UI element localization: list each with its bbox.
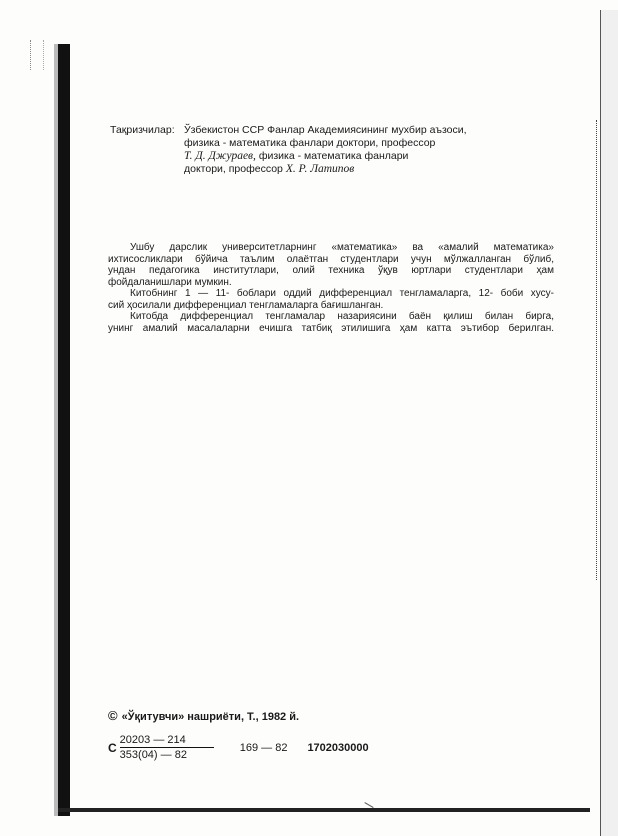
reviewers-label: Тақризчилар: <box>110 124 175 136</box>
reviewers-block <box>110 124 530 176</box>
bottom-edge <box>58 808 590 812</box>
reviewer-line <box>184 163 530 176</box>
reviewer-name: Т. Д. Джураев, <box>184 150 256 162</box>
scan-noise <box>596 120 601 580</box>
reviewer-title: физика - математика фанлари <box>255 150 409 162</box>
annotation-line: Китобнинг 1 — 11- боблари оддий дифференциал тенгламаларга, 12- боби хусу- <box>130 288 554 299</box>
copyright-icon: © <box>108 708 118 723</box>
annotation-line: унинг амалий масалаларни ечишга татбиқ этилишига ҳам катта эътибор берилган. <box>108 322 554 334</box>
reviewer-name: Х. Р. Латипов <box>285 163 355 175</box>
reviewer-line <box>184 150 530 163</box>
annotation-line: Ушбу дарслик университетларнинг «математика» ва «амалий математика» <box>130 242 554 253</box>
index-letter: С <box>108 740 117 755</box>
reviewer-line: Ўзбекистон ССР Фанлар Академиясининг мухбир аъзоси, <box>184 124 467 136</box>
annotation-line: ундан педагогика институтлари, олий техника ўқув юртлари студентлари ҳам <box>108 265 554 276</box>
scan-noise-top <box>30 40 44 70</box>
binding-edge <box>58 44 70 816</box>
fraction-numerator: 20203 — 214 <box>120 734 214 748</box>
book-annotation <box>108 242 554 334</box>
index-fraction <box>120 734 214 761</box>
reviewer-title: доктори, профессор <box>184 163 286 175</box>
index-code: 1702030000 <box>307 741 369 754</box>
annotation-line: сий ҳосилали дифференциал тенгламаларга бағишланган. <box>108 299 384 311</box>
annotation-line: фойдаланишлари мумкин. <box>108 276 232 288</box>
page-right-margin <box>600 10 618 836</box>
reviewer-line: физика - математика фанлари доктори, профессор <box>184 137 436 149</box>
annotation-line: Китобда дифференциал тенгламалар назариясини баён қилиш билан бирга, <box>130 311 554 322</box>
fraction-denominator: 353(04) — 82 <box>119 749 187 761</box>
scan-mark <box>360 802 373 815</box>
copyright-text: «Ўқитувчи» нашриёти, Т., 1982 й. <box>121 711 300 723</box>
copyright-line <box>108 708 299 723</box>
index-number: 169 — 82 <box>239 741 288 754</box>
annotation-line: ихтисосликлари бўйича таълим олаётган студентлари учун мўлжалланган бўлиб, <box>108 253 554 265</box>
catalog-index <box>108 734 369 761</box>
